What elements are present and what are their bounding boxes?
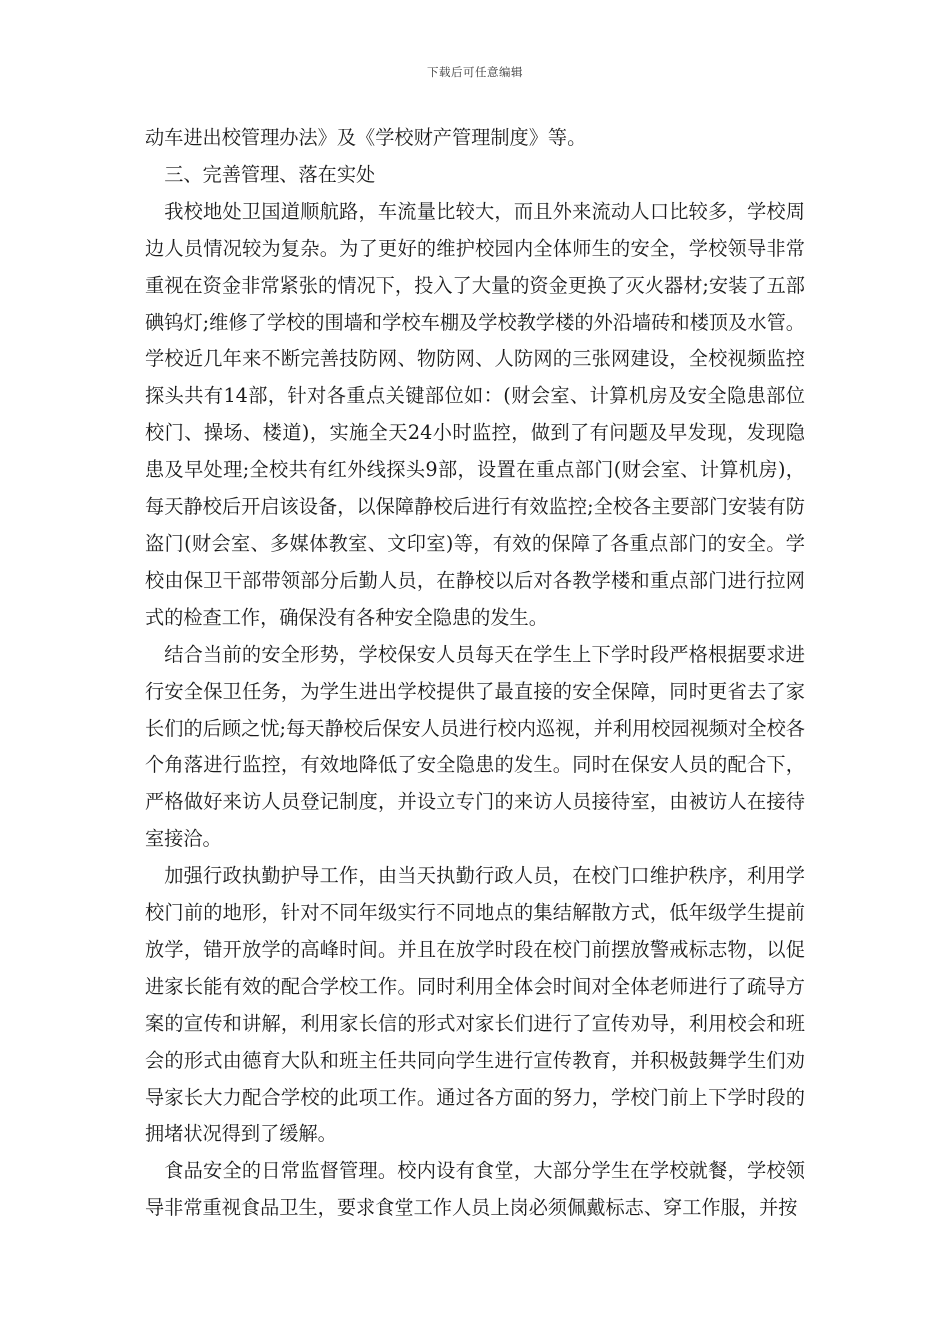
page-header: 下载后可任意编辑 (427, 65, 523, 79)
paragraph-food-safety: 食品安全的日常监督管理。校内设有食堂，大部分学生在学校就餐，学校领导非常重视食品卫生，要求食堂工作人员上岗必须佩戴标志、穿工作服，并按 (145, 1159, 805, 1220)
paragraph-continuation: 动车进出校管理办法》及《学校财产管理制度》等。 (145, 126, 587, 149)
paragraph-security-guards: 结合当前的安全形势，学校保安人员每天在学生上下学时段严格根据要求进行安全保卫任务，为学生进出学校提供了最直接的安全保障，同时更省去了家长们的后顾之忧;每天静校后保安人员进行校内巡视，并利用校园视频对全校各个角落进行监控，有效地降低了安全隐患的发生。同时在保安人员的配合下，严格做好来访人员登记制度，并设立专门的来访人员接待室，由被访人在接待室接洽。 (145, 642, 805, 851)
section-heading: 三、完善管理、落在实处 (164, 162, 376, 186)
document-body (145, 120, 805, 1227)
paragraph-duty-guidance: 加强行政执勤护导工作，由当天执勤行政人员，在校门口维护秩序，利用学校门前的地形，针对不同年级实行不同地点的集结解散方式，低年级学生提前放学，错开放学的高峰时间。并且在放学时段在校门前摆放警戒标志物，以促进家长能有效的配合学校工作。同时利用全体会时间对全体老师进行了疏导方案的宣传和讲解，利用家长信的形式对家长们进行了宣传劝导，利用校会和班会的形式由德育大队和班主任共同向学生进行宣传教育，并积极鼓舞学生们劝导家长大力配合学校的此项工作。通过各方面的努力，学校门前上下学时段的拥堵状况得到了缓解。 (145, 864, 805, 1146)
paragraph-security-facilities: 我校地处卫国道顺航路，车流量比较大，而且外来流动人口比较多，学校周边人员情况较为复杂。为了更好的维护校园内全体师生的安全，学校领导非常重视在资金非常紧张的情况下，投入了大量的资金更换了灭火器材;安装了五部碘钨灯;维修了学校的围墙和学校车棚及学校教学楼的外沿墙砖和楼顶及水管。学校近几年来不断完善技防网、物防网、人防网的三张网建设，全校视频监控探头共有14部，针对各重点关键部位如：(财会室、计算机房及安全隐患部位校门、操场、楼道)，实施全天24小时监控，做到了有问题及早发现，发现隐患及早处理;全校共有红外线探头9部，设置在重点部门(财会室、计算机房)，每天静校后开启该设备，以保障静校后进行有效监控;全校各主要部门安装有防盗门(财会室、多媒体教室、文印室)等，有效的保障了各重点部门的安全。学校由保卫干部带领部分后勤人员，在静校以后对各教学楼和重点部门进行拉网式的检查工作，确保没有各种安全隐患的发生。 (145, 199, 805, 629)
